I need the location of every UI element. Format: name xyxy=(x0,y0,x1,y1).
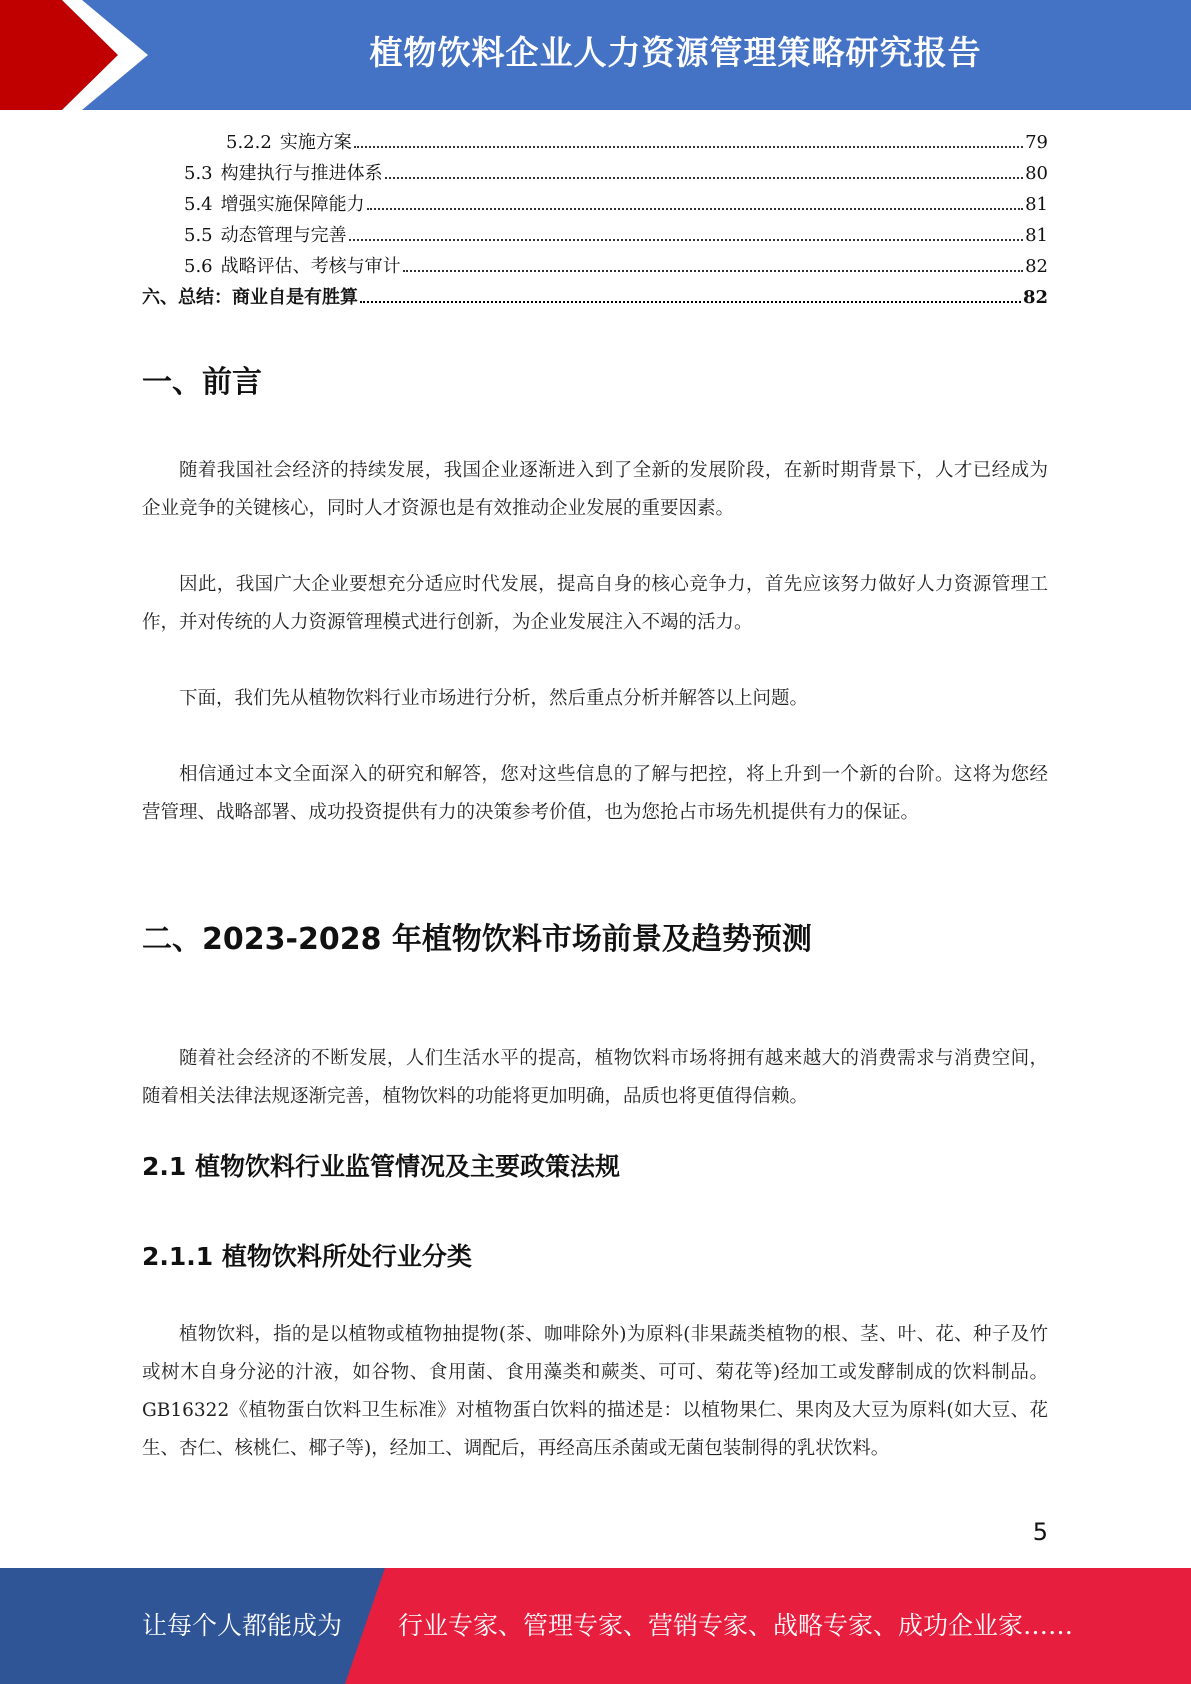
toc-entry-label: 六、总结：商业自是有胜算 xyxy=(142,287,358,308)
toc-entry-label: 动态管理与完善 xyxy=(220,225,347,246)
toc-entry-page: 81 xyxy=(1025,194,1048,215)
footer-slogan-left: 让每个人都能成为 xyxy=(142,1611,343,1640)
toc-leader xyxy=(360,300,1021,303)
footer-slogan-right: 行业专家、管理专家、营销专家、战略专家、成功企业家…… xyxy=(398,1611,1074,1640)
toc-leader xyxy=(385,176,1023,179)
toc-entry[interactable] xyxy=(142,221,1048,252)
report-title: 植物饮料企业人力资源管理策略研究报告 xyxy=(369,33,982,72)
toc-entry-label: 实施方案 xyxy=(279,132,352,153)
toc-entry-page: 79 xyxy=(1025,132,1048,153)
subsection-heading: 2.1.1 植物饮料所处行业分类 xyxy=(142,1242,472,1271)
body-paragraph: 植物饮料，指的是以植物或植物抽提物(茶、咖啡除外)为原料(非果蔬类植物的根、茎、叶、花、种子及竹或树木自身分泌的汁液，如谷物、食用菌、食用藻类和蕨类、可可、菊花等)经加工或发酵制成的饮料制品。GB16322《植物蛋白饮料卫生标准》对植物蛋白饮料的描述是：以植物果仁、果肉及大豆为原料(如大豆、花生、杏仁、核桃仁、椰子等)，经加工、调配后，再经高压杀菌或无菌包装制得的乳状饮料。 xyxy=(142,1324,1048,1459)
toc-entry-page: 82 xyxy=(1025,256,1048,277)
toc-leader xyxy=(354,145,1023,148)
toc-entry-label: 增强实施保障能力 xyxy=(220,194,365,215)
body-paragraph: 随着我国社会经济的持续发展，我国企业逐渐进入到了全新的发展阶段，在新时期背景下，人才已经成为企业竞争的关键核心，同时人才资源也是有效推动企业发展的重要因素。 xyxy=(142,460,1048,519)
toc-entry[interactable] xyxy=(142,190,1048,221)
toc-entry-label: 构建执行与推进体系 xyxy=(220,163,383,184)
body-paragraph: 随着社会经济的不断发展，人们生活水平的提高，植物饮料市场将拥有越来越大的消费需求与消费空间，随着相关法律法规逐渐完善，植物饮料的功能将更加明确，品质也将更值得信赖。 xyxy=(142,1048,1048,1107)
page-number: 5 xyxy=(1032,1518,1048,1546)
header-banner xyxy=(0,0,1191,110)
footer-banner xyxy=(0,1568,1191,1684)
body-paragraph: 下面，我们先从植物饮料行业市场进行分析，然后重点分析并解答以上问题。 xyxy=(179,688,809,709)
toc-entry-page: 81 xyxy=(1025,225,1048,246)
toc-entry[interactable] xyxy=(142,159,1048,190)
toc-entry-label: 战略评估、考核与审计 xyxy=(220,256,401,277)
toc-entry-number: 5.2.2 xyxy=(226,132,272,153)
section-heading: 一、前言 xyxy=(142,365,262,400)
toc-entry-number: 5.6 xyxy=(184,256,213,277)
body-paragraph: 相信通过本文全面深入的研究和解答，您对这些信息的了解与把控，将上升到一个新的台阶。这将为您经营管理、战略部署、成功投资提供有力的决策参考价值，也为您抢占市场先机提供有力的保证。 xyxy=(142,764,1048,823)
section-heading: 二、2023-2028 年植物饮料市场前景及趋势预测 xyxy=(142,922,812,957)
toc-entry[interactable] xyxy=(142,128,1048,159)
toc-entry-number: 5.3 xyxy=(184,163,213,184)
toc-entry-page: 82 xyxy=(1022,287,1048,308)
toc-entry[interactable] xyxy=(142,283,1048,314)
toc-entry-number: 5.4 xyxy=(184,194,213,215)
toc-entry[interactable] xyxy=(142,252,1048,283)
body-paragraph: 因此，我国广大企业要想充分适应时代发展，提高自身的核心竞争力，首先应该努力做好人力资源管理工作，并对传统的人力资源管理模式进行创新，为企业发展注入不竭的活力。 xyxy=(142,574,1048,633)
toc-leader xyxy=(349,238,1023,241)
toc-entry-page: 80 xyxy=(1025,163,1048,184)
table-of-contents xyxy=(142,128,1048,314)
subsection-heading: 2.1 植物饮料行业监管情况及主要政策法规 xyxy=(142,1152,620,1181)
toc-entry-number: 5.5 xyxy=(184,225,213,246)
toc-leader xyxy=(367,207,1023,210)
toc-leader xyxy=(403,269,1023,272)
